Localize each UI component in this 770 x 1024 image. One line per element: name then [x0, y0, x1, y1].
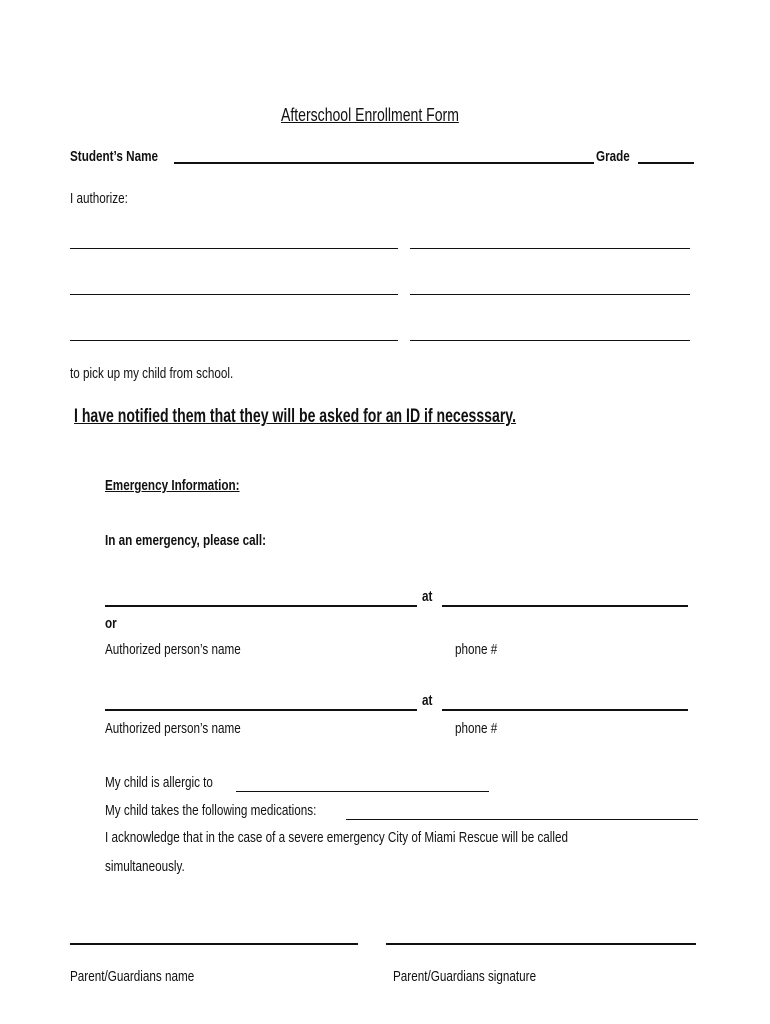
acknowledge-line-1: I acknowledge that in the case of a severe emergency City of Miami Rescue will be called: [105, 829, 569, 846]
parent-signature-label: Parent/Guardians signature: [393, 968, 537, 985]
emergency-contact-1-phone-field[interactable]: [442, 605, 688, 607]
emergency-at-label-1: at: [422, 588, 433, 605]
acknowledge-line-2: simultaneously.: [105, 858, 185, 875]
medications-field[interactable]: [346, 819, 698, 820]
authorized-person-3-name-field[interactable]: [70, 340, 398, 341]
grade-label: Grade: [596, 148, 630, 165]
student-name-field[interactable]: [174, 162, 594, 164]
emergency-person-label-2: Authorized person’s name: [105, 720, 241, 737]
parent-name-field[interactable]: [70, 943, 358, 945]
authorized-person-2-info-field[interactable]: [410, 294, 690, 295]
emergency-phone-label-2: phone #: [455, 720, 498, 737]
emergency-contact-2-name-field[interactable]: [105, 709, 417, 711]
medications-label: My child takes the following medications:: [105, 802, 317, 819]
emergency-heading: Emergency Information:: [105, 477, 240, 494]
emergency-at-label-2: at: [422, 692, 433, 709]
parent-signature-field[interactable]: [386, 943, 696, 945]
allergy-label: My child is allergic to: [105, 774, 213, 791]
allergy-field[interactable]: [236, 791, 489, 792]
emergency-or-label: or: [105, 615, 117, 632]
emergency-contact-2-phone-field[interactable]: [442, 709, 688, 711]
grade-field[interactable]: [638, 162, 694, 164]
emergency-phone-label-1: phone #: [455, 641, 498, 658]
authorized-person-2-name-field[interactable]: [70, 294, 398, 295]
authorized-person-3-info-field[interactable]: [410, 340, 690, 341]
student-name-label: Student’s Name: [70, 148, 158, 165]
emergency-call-label: In an emergency, please call:: [105, 532, 267, 549]
emergency-person-label-1: Authorized person’s name: [105, 641, 241, 658]
pickup-text: to pick up my child from school.: [70, 365, 234, 382]
authorize-label: I authorize:: [70, 190, 128, 207]
authorized-person-1-name-field[interactable]: [70, 248, 398, 249]
parent-name-label: Parent/Guardians name: [70, 968, 195, 985]
form-title: Afterschool Enrollment Form: [281, 105, 459, 125]
authorized-person-1-info-field[interactable]: [410, 248, 690, 249]
id-notice: I have notified them that they will be asked for an ID if necesssary.: [74, 406, 516, 427]
emergency-contact-1-name-field[interactable]: [105, 605, 417, 607]
